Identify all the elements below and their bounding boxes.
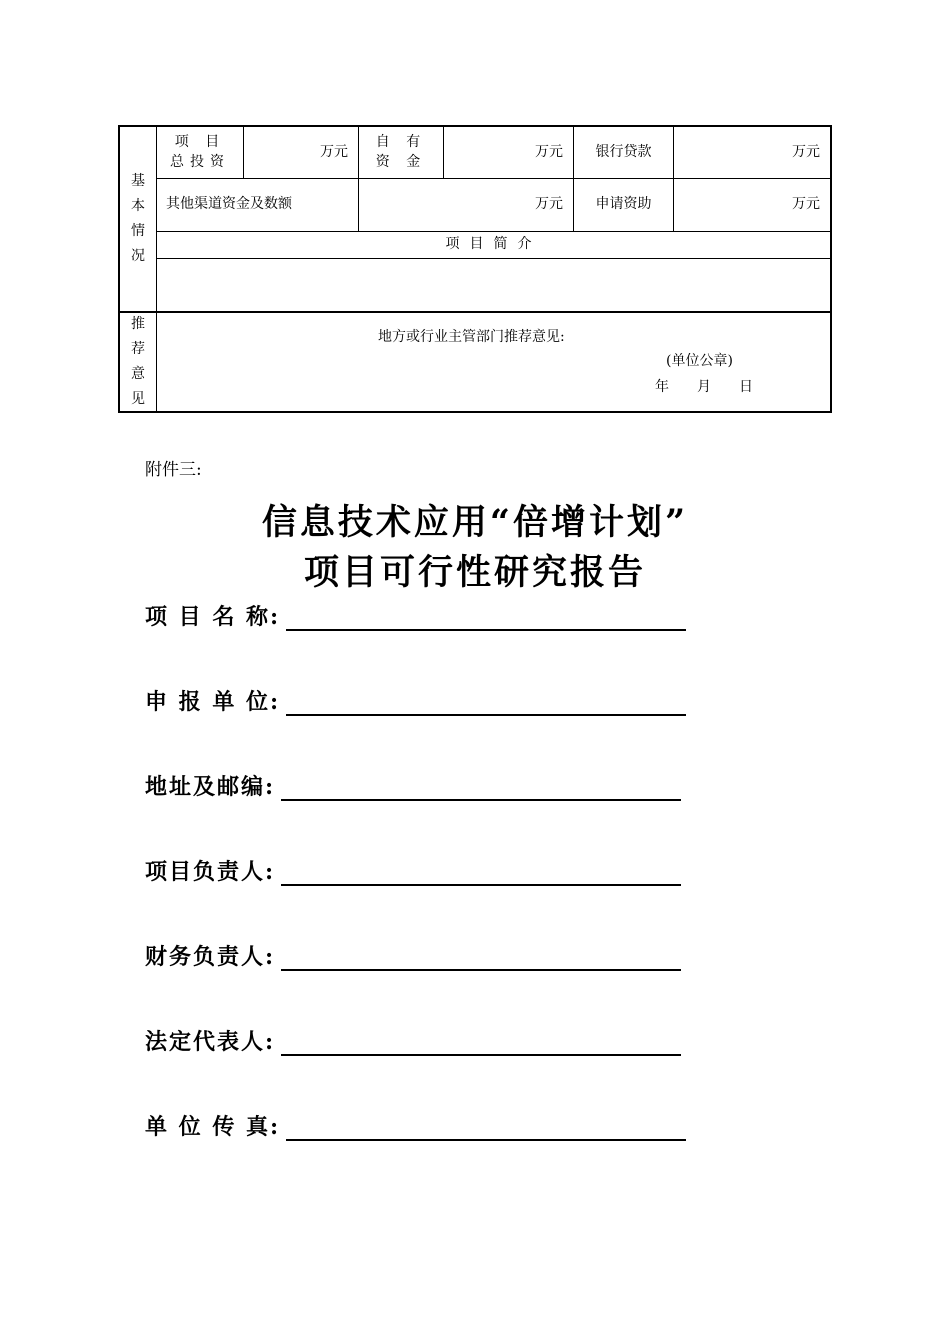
field-unit-fax [145,1110,686,1141]
fill-line[interactable] [281,1028,681,1056]
seal-label: (单位公章) [666,353,733,370]
other-channels-label: 其他渠道资金及数额 [166,196,292,213]
field-project-name [145,600,686,631]
fill-line[interactable] [281,773,681,801]
label-line: 总投资 [170,153,230,170]
label-line: 资 金 [375,153,427,170]
field-legal-representative [145,1025,681,1056]
fill-line[interactable] [281,858,681,886]
side-char: 况 [131,248,145,264]
bank-loan-label: 银行贷款 [595,143,652,160]
field-applicant-unit [145,685,686,716]
field-label: 单 位 传 真: [145,1114,281,1140]
field-label: 项目负责人: [145,859,276,885]
field-label: 项 目 名 称: [145,604,281,630]
field-label: 财务负责人: [145,944,276,970]
other-channels-unit: 万元 [535,196,563,213]
project-intro-label: 项目简介 [445,236,542,253]
side-char: 情 [131,223,145,239]
fill-line[interactable] [281,943,681,971]
field-address-postcode [145,770,681,801]
attachment-label: 附件三: [145,460,202,480]
recommendation-label: 地方或行业主管部门推荐意见: [378,329,565,346]
field-label: 法定代表人: [145,1029,276,1055]
divider [120,311,830,313]
page-title-line1: 信息技术应用“倍增计划” [261,502,689,543]
label-line: 自 有 [375,133,427,150]
date-label: 年 月 日 [655,379,753,396]
side-char: 荐 [131,341,145,357]
field-finance-leader [145,940,681,971]
apply-funding-unit: 万元 [792,196,820,213]
total-investment-label [157,127,243,178]
side-char: 推 [131,316,145,332]
total-investment-unit: 万元 [320,143,348,160]
bank-loan-unit: 万元 [792,143,820,160]
side-char: 见 [131,391,145,407]
fill-line[interactable] [286,603,686,631]
apply-funding-label: 申请资助 [595,196,652,213]
field-label: 地址及邮编: [145,774,276,800]
side-basic-info [120,127,156,311]
label-line: 项 目 [174,133,226,150]
fill-line[interactable] [286,1113,686,1141]
side-recommendation [120,313,156,411]
fill-line[interactable] [286,688,686,716]
project-intro-content [157,259,830,311]
info-table [118,125,832,413]
field-project-leader [145,855,681,886]
page-title-line2: 项目可行性研究报告 [303,552,646,593]
field-label: 申 报 单 位: [145,689,281,715]
own-funds-unit: 万元 [535,143,563,160]
side-char: 基 [131,173,145,189]
side-char: 本 [131,198,145,214]
side-char: 意 [131,366,145,382]
own-funds-label [359,127,443,178]
